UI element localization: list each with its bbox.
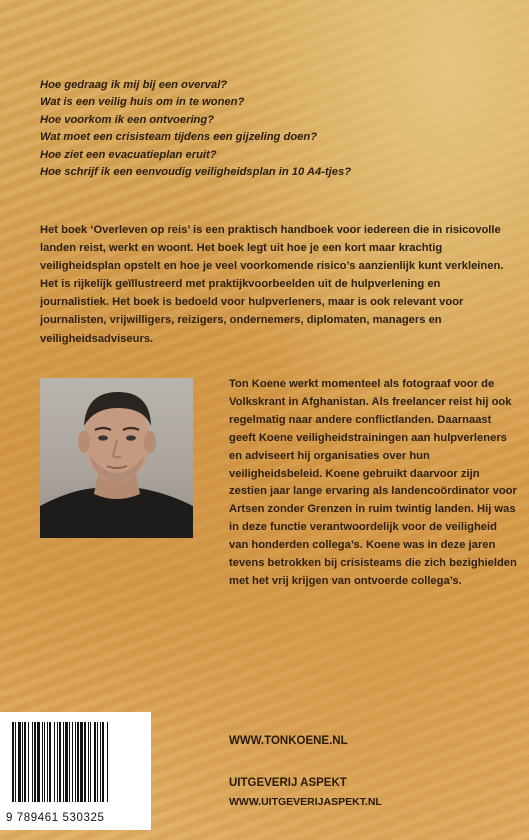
isbn-number: 9 789461 530325: [6, 812, 105, 824]
publisher-name: UITGEVERIJ ASPEKT: [229, 777, 347, 789]
question-item: Hoe voorkom ik een ontvoering?: [40, 113, 215, 126]
question-item: Hoe gedraag ik mij bij een overval?: [40, 79, 228, 91]
author-website: WWW.TONKOENE.NL: [229, 735, 348, 747]
question-item: Wat moet een crisisteam tijdens een gijzeling doen?: [40, 131, 318, 144]
author-bio: Ton Koene werkt momenteel als fotograaf voor de Volkskrant in Afghanistan. Als freelancer reist hij ook regelmatig naar andere conflictlanden. Daarnaast geeft Koene veiligheidstrainingen aan hulpverleners en adviseert hij organisaties over hun veiligheidsbeleid. Koene gebruikt daarvoor zijn zestien jaar lange ervaring als landencoördinator voor Artsen zonder Grenzen in ruim twintig landen. Hij was in deze functie verantwoordelijk voor de veiligheid van honderden collega’s. Koene was in deze jaren tevens betrokken bij crisisteams die zich bezighielden met het vrij krijgen van ontvoerde collega’s.: [229, 378, 517, 587]
publisher-website: WWW.UITGEVERIJASPEKT.NL: [229, 796, 382, 808]
barcode-bars: [10, 722, 141, 810]
book-description: Het boek ‘Overleven op reis’ is een praktisch handboek voor iedereen die in risicovolle landen reist, werkt en woont. Het boek legt uit hoe je een kort maar krachtig veiligheidsplan opstelt en hoe je veel voorkomende risico’s aanzienlijk kunt verkleinen. Het is rijkelijk geïllustreerd met praktijkvoorbeelden uit de hulpverlening en journalistiek. Het boek is bedoeld voor hulpverleners, maar is ook relevant voor journalisten, vrijwilligers, reizigers, ondernemers, diplomaten, managers en veiligheidsadviseurs.: [40, 224, 504, 345]
question-item: Hoe ziet een evacuatieplan eruit?: [40, 148, 217, 161]
question-item: Wat is een veilig huis om in te wonen?: [40, 96, 245, 109]
question-list: [40, 77, 500, 181]
author-photo: [40, 378, 193, 538]
barcode: [0, 712, 151, 830]
question-item: Hoe schrijf ik een eenvoudig veiligheidsplan in 10 A4-tjes?: [40, 166, 352, 179]
